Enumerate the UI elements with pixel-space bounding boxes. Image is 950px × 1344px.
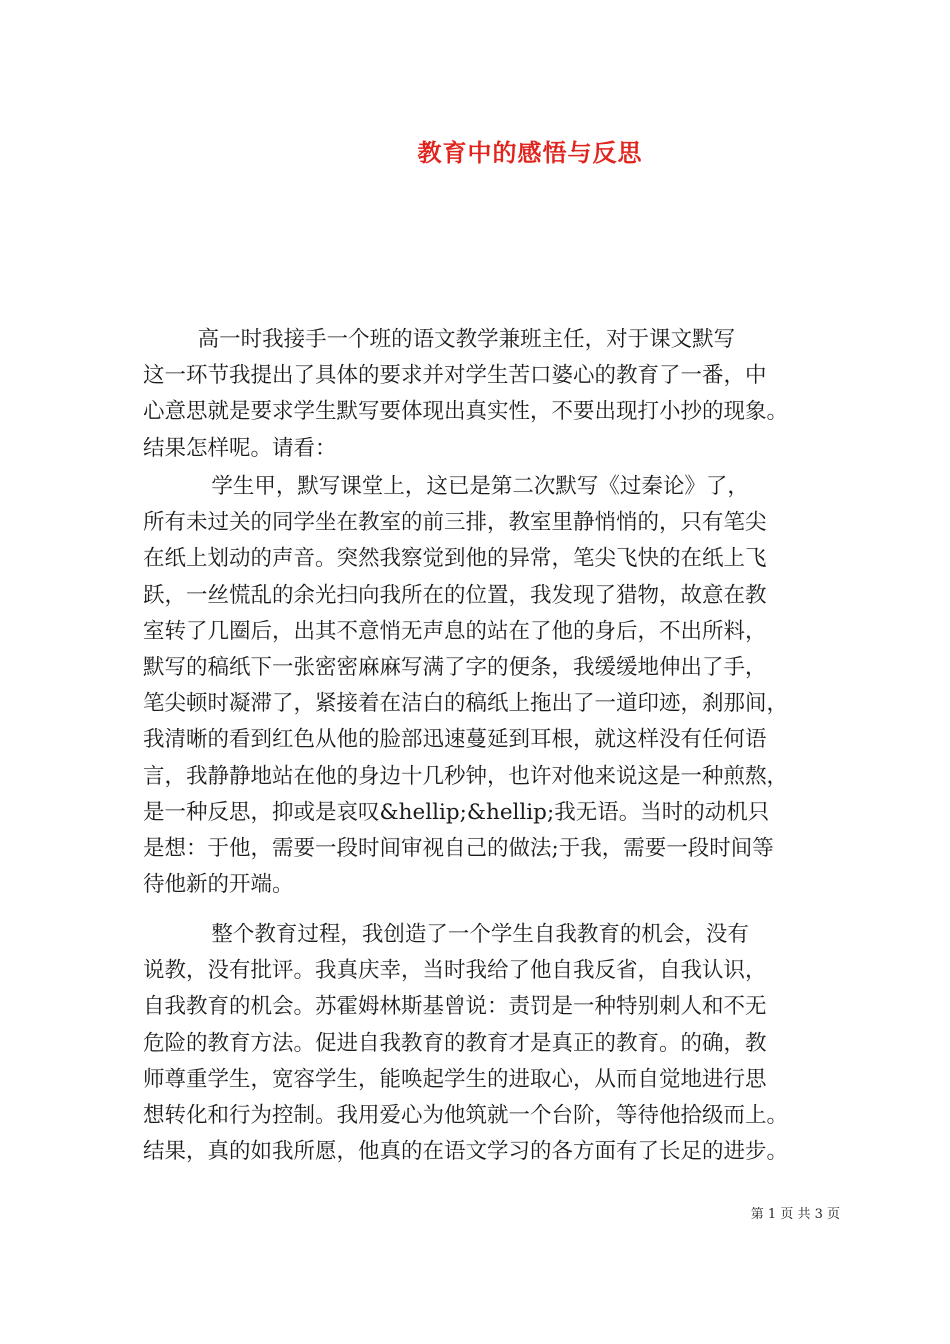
paragraph-line: 学生甲，默写课堂上，这已是第二次默写《过秦论》了， bbox=[143, 474, 749, 499]
paragraph-line: 心意思就是要求学生默写要体现出真实性，不要出现打小抄的现象。 bbox=[143, 399, 789, 425]
paragraph-line: 结果怎样呢。请看： bbox=[143, 435, 337, 461]
paragraph-line: 整个教育过程，我创造了一个学生自我教育的机会，没有 bbox=[143, 922, 749, 947]
paragraph-line: 这一环节我提出了具体的要求并对学生苦口婆心的教育了一番，中 bbox=[143, 363, 767, 389]
page-number: 第 1 页 共 3 页 bbox=[750, 1207, 840, 1222]
paragraph-3 bbox=[143, 917, 823, 1170]
paragraph-line: 师尊重学生，宽容学生，能唤起学生的进取心，从而自觉地进行思 bbox=[143, 1066, 767, 1092]
paragraph-2 bbox=[143, 469, 823, 903]
paragraph-line: 自我教育的机会。苏霍姆林斯基曾说：责罚是一种特别刺人和不无 bbox=[143, 994, 767, 1020]
paragraph-line: 跃，一丝慌乱的余光扫向我所在的位置，我发现了猎物，故意在教 bbox=[143, 582, 767, 608]
paragraph-line: 结果，真的如我所愿，他真的在语文学习的各方面有了长足的进步。 bbox=[143, 1139, 789, 1165]
paragraph-line: 高一时我接手一个班的语文教学兼班主任，对于课文默写 bbox=[143, 327, 736, 352]
paragraph-line: 危险的教育方法。促进自我教育的教育才是真正的教育。的确，教 bbox=[143, 1030, 767, 1056]
paragraph-line: 室转了几圈后，出其不意悄无声息的站在了他的身后，不出所料， bbox=[143, 618, 767, 644]
paragraph-line: 所有未过关的同学坐在教室的前三排，教室里静悄悄的，只有笔尖 bbox=[143, 510, 767, 536]
paragraph-line: 笔尖顿时凝滞了，紧接着在洁白的稿纸上拖出了一道印迹，刹那间， bbox=[143, 691, 789, 717]
paragraph-line: 我清晰的看到红色从他的脸部迅速蔓延到耳根，就这样没有任何语 bbox=[143, 727, 767, 753]
paragraph-line: 是一种反思，抑或是哀叹&hellip;&hellip;我无语。当时的动机只 bbox=[143, 799, 770, 825]
paragraph-line: 在纸上划动的声音。突然我察觉到他的异常，笔尖飞快的在纸上飞 bbox=[143, 546, 767, 572]
paragraph-line: 想转化和行为控制。我用爱心为他筑就一个台阶，等待他拾级而上。 bbox=[143, 1103, 789, 1129]
paragraph-line: 默写的稿纸下一张密密麻麻写满了字的便条，我缓缓地伸出了手， bbox=[143, 655, 767, 681]
paragraph-1 bbox=[143, 322, 823, 467]
document-title: 教育中的感悟与反思 bbox=[417, 138, 643, 167]
paragraph-line: 说教，没有批评。我真庆幸，当时我给了他自我反省，自我认识， bbox=[143, 958, 767, 984]
paragraph-line: 待他新的开端。 bbox=[143, 872, 294, 898]
paragraph-line: 是想：于他，需要一段时间审视自己的做法;于我，需要一段时间等 bbox=[143, 836, 774, 862]
paragraph-line: 言，我静静地站在他的身边十几秒钟，也许对他来说这是一种煎熬， bbox=[143, 763, 789, 789]
